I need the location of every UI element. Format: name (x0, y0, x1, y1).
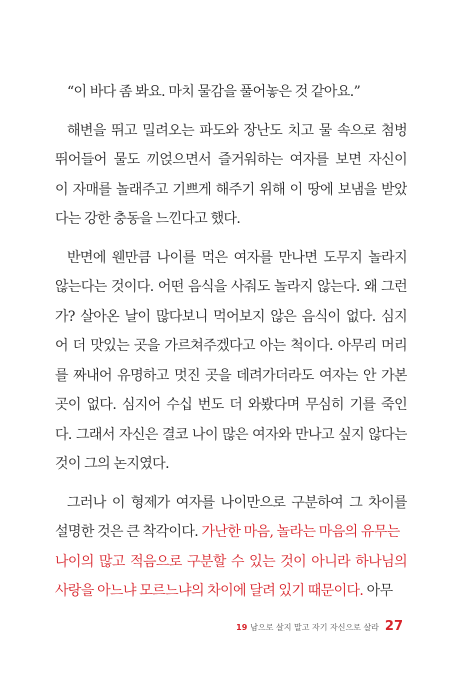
text-line (55, 518, 407, 548)
page-footer (0, 619, 450, 639)
text-segment: 설명한 것은 큰 착각이다. (55, 524, 199, 540)
text-line: 것이 그의 논지였다. (55, 456, 169, 472)
highlighted-text: 사랑을 아느냐 모르느냐의 차이에 달려 있기 때문이다. (55, 583, 364, 599)
body-text (55, 78, 407, 607)
text-line: 이 자매를 놀래주고 기쁘게 해주기 위해 이 땅에 보냄을 받았 (55, 181, 407, 198)
chapter-title: 남으로 살지 말고 자기 자신으로 살라 (250, 623, 379, 632)
text-line: 다. 그래서 자신은 결코 나이 많은 여자와 만나고 싶지 않다는 (55, 426, 407, 443)
text-line (55, 577, 407, 607)
text-line: 뛰어들어 물도 끼얹으면서 즐거워하는 여자를 보면 자신이 (55, 152, 407, 168)
text-line: “이 바다 좀 봐요. 마치 물감을 풀어놓은 것 같아요.” (67, 84, 361, 100)
text-line: 그러나 이 형제가 여자를 나이만으로 구분하여 그 차이를 (67, 494, 407, 511)
text-line: 를 짜내어 유명하고 멋진 곳을 데려가더라도 여자는 안 가본 (55, 367, 407, 384)
highlighted-text-line: 나이의 많고 적음으로 구분할 수 있는 것이 아니라 하나님의 (55, 553, 407, 570)
text-line: 않는다는 것이다. 어떤 음식을 사줘도 놀라지 않는다. 왜 그런 (55, 279, 407, 295)
text-line: 가? 살아온 날이 많다보니 먹어보지 않은 음식이 없다. 심지 (55, 308, 407, 325)
text-line: 반면에 웬만큼 나이를 먹은 여자를 만나면 도무지 놀라지 (67, 249, 407, 266)
text-line: 다는 강한 충동을 느낀다고 했다. (55, 211, 241, 227)
highlighted-text: 가난한 마음, 놀라는 마음의 유무는 (201, 524, 400, 540)
page-number: 27 (384, 619, 403, 634)
text-line: 어 더 맛있는 곳을 가르쳐주겠다고 아는 척이다. 아무리 머리 (55, 338, 407, 354)
chapter-number: 19 (236, 623, 248, 632)
text-segment: 아무 (366, 583, 393, 599)
text-line: 곳이 없다. 심지어 수십 번도 더 와봤다며 무심히 기를 죽인 (55, 397, 407, 413)
text-line: 해변을 뛰고 밀려오는 파도와 장난도 치고 물 속으로 첨벙 (67, 122, 407, 139)
